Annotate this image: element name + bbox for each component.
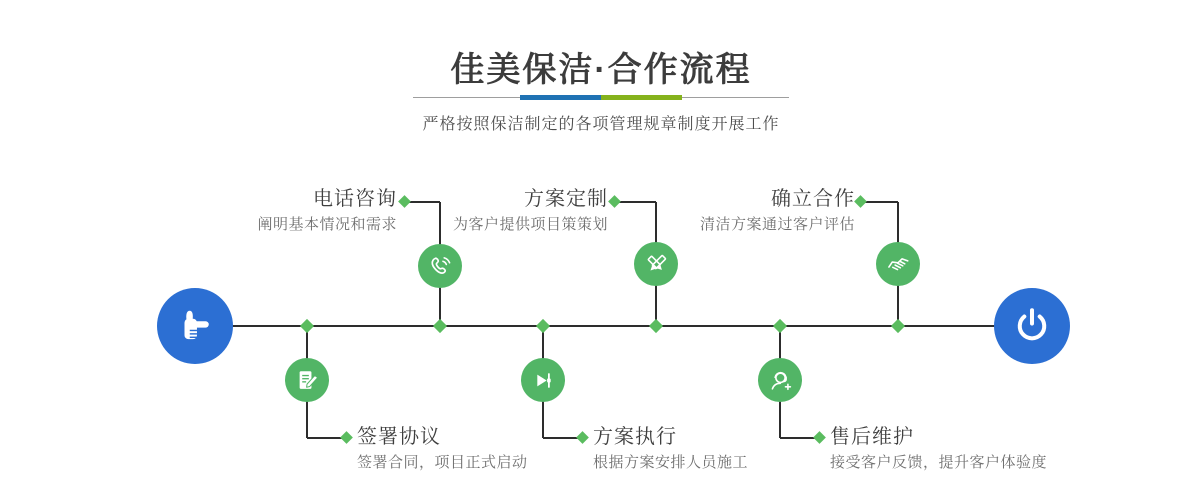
start-node <box>157 288 233 364</box>
headset-plus-icon <box>767 367 794 394</box>
step-circle-handshake <box>876 242 920 286</box>
timeline-diamond-3 <box>536 319 550 333</box>
play-slider-icon <box>530 367 557 394</box>
pencil-ruler-icon <box>643 251 670 278</box>
step-desc: 阐明基本情况和需求 <box>257 216 397 233</box>
timeline-diamond-6 <box>891 319 905 333</box>
step-desc: 为客户提供项目策策划 <box>452 216 608 233</box>
label-diamond-headset <box>813 431 826 444</box>
power-icon <box>1011 305 1053 347</box>
step-desc: 接受客户反馈，提升客户体验度 <box>830 454 1048 471</box>
step-title: 售后维护 <box>830 426 914 448</box>
step-title: 签署协议 <box>357 426 441 448</box>
timeline-diamond-4 <box>649 319 663 333</box>
step-circle-play <box>521 358 565 402</box>
step-circle-phone <box>418 244 462 288</box>
page-subtitle: 严格按照保洁制定的各项管理规章制度开展工作 <box>422 116 780 133</box>
step-circle-pencil <box>634 242 678 286</box>
divider-green-segment <box>601 95 682 100</box>
step-circle-contract <box>285 358 329 402</box>
pointing-hand-icon <box>174 305 216 347</box>
handshake-icon <box>885 251 912 278</box>
step-label-pencil <box>453 188 608 234</box>
label-diamond-handshake <box>854 195 867 208</box>
divider-blue-segment <box>520 95 601 100</box>
page-title: 佳美保洁·合作流程 <box>450 51 752 89</box>
step-circle-headset <box>758 358 802 402</box>
timeline-line <box>195 325 1032 327</box>
step-title: 电话咨询 <box>313 188 397 210</box>
step-label-contract <box>357 426 528 472</box>
phone-icon <box>427 253 454 280</box>
step-label-play <box>593 426 748 472</box>
end-node <box>994 288 1070 364</box>
step-label-headset <box>830 426 1047 472</box>
label-diamond-pencil <box>608 195 621 208</box>
step-title: 方案执行 <box>593 426 677 448</box>
timeline-diamond-1 <box>300 319 314 333</box>
step-label-phone <box>257 188 397 234</box>
label-diamond-phone <box>398 195 411 208</box>
label-diamond-play <box>576 431 589 444</box>
step-desc: 根据方案安排人员施工 <box>593 454 749 471</box>
label-diamond-contract <box>340 431 353 444</box>
title-divider <box>413 95 789 100</box>
step-desc: 清洁方案通过客户评估 <box>699 216 855 233</box>
step-desc: 签署合同，项目正式启动 <box>357 454 528 471</box>
timeline-diamond-2 <box>433 319 447 333</box>
timeline-diamond-5 <box>773 319 787 333</box>
step-title: 方案定制 <box>524 188 608 210</box>
step-title: 确立合作 <box>771 188 855 210</box>
step-label-handshake <box>700 188 855 234</box>
contract-icon <box>294 367 321 394</box>
